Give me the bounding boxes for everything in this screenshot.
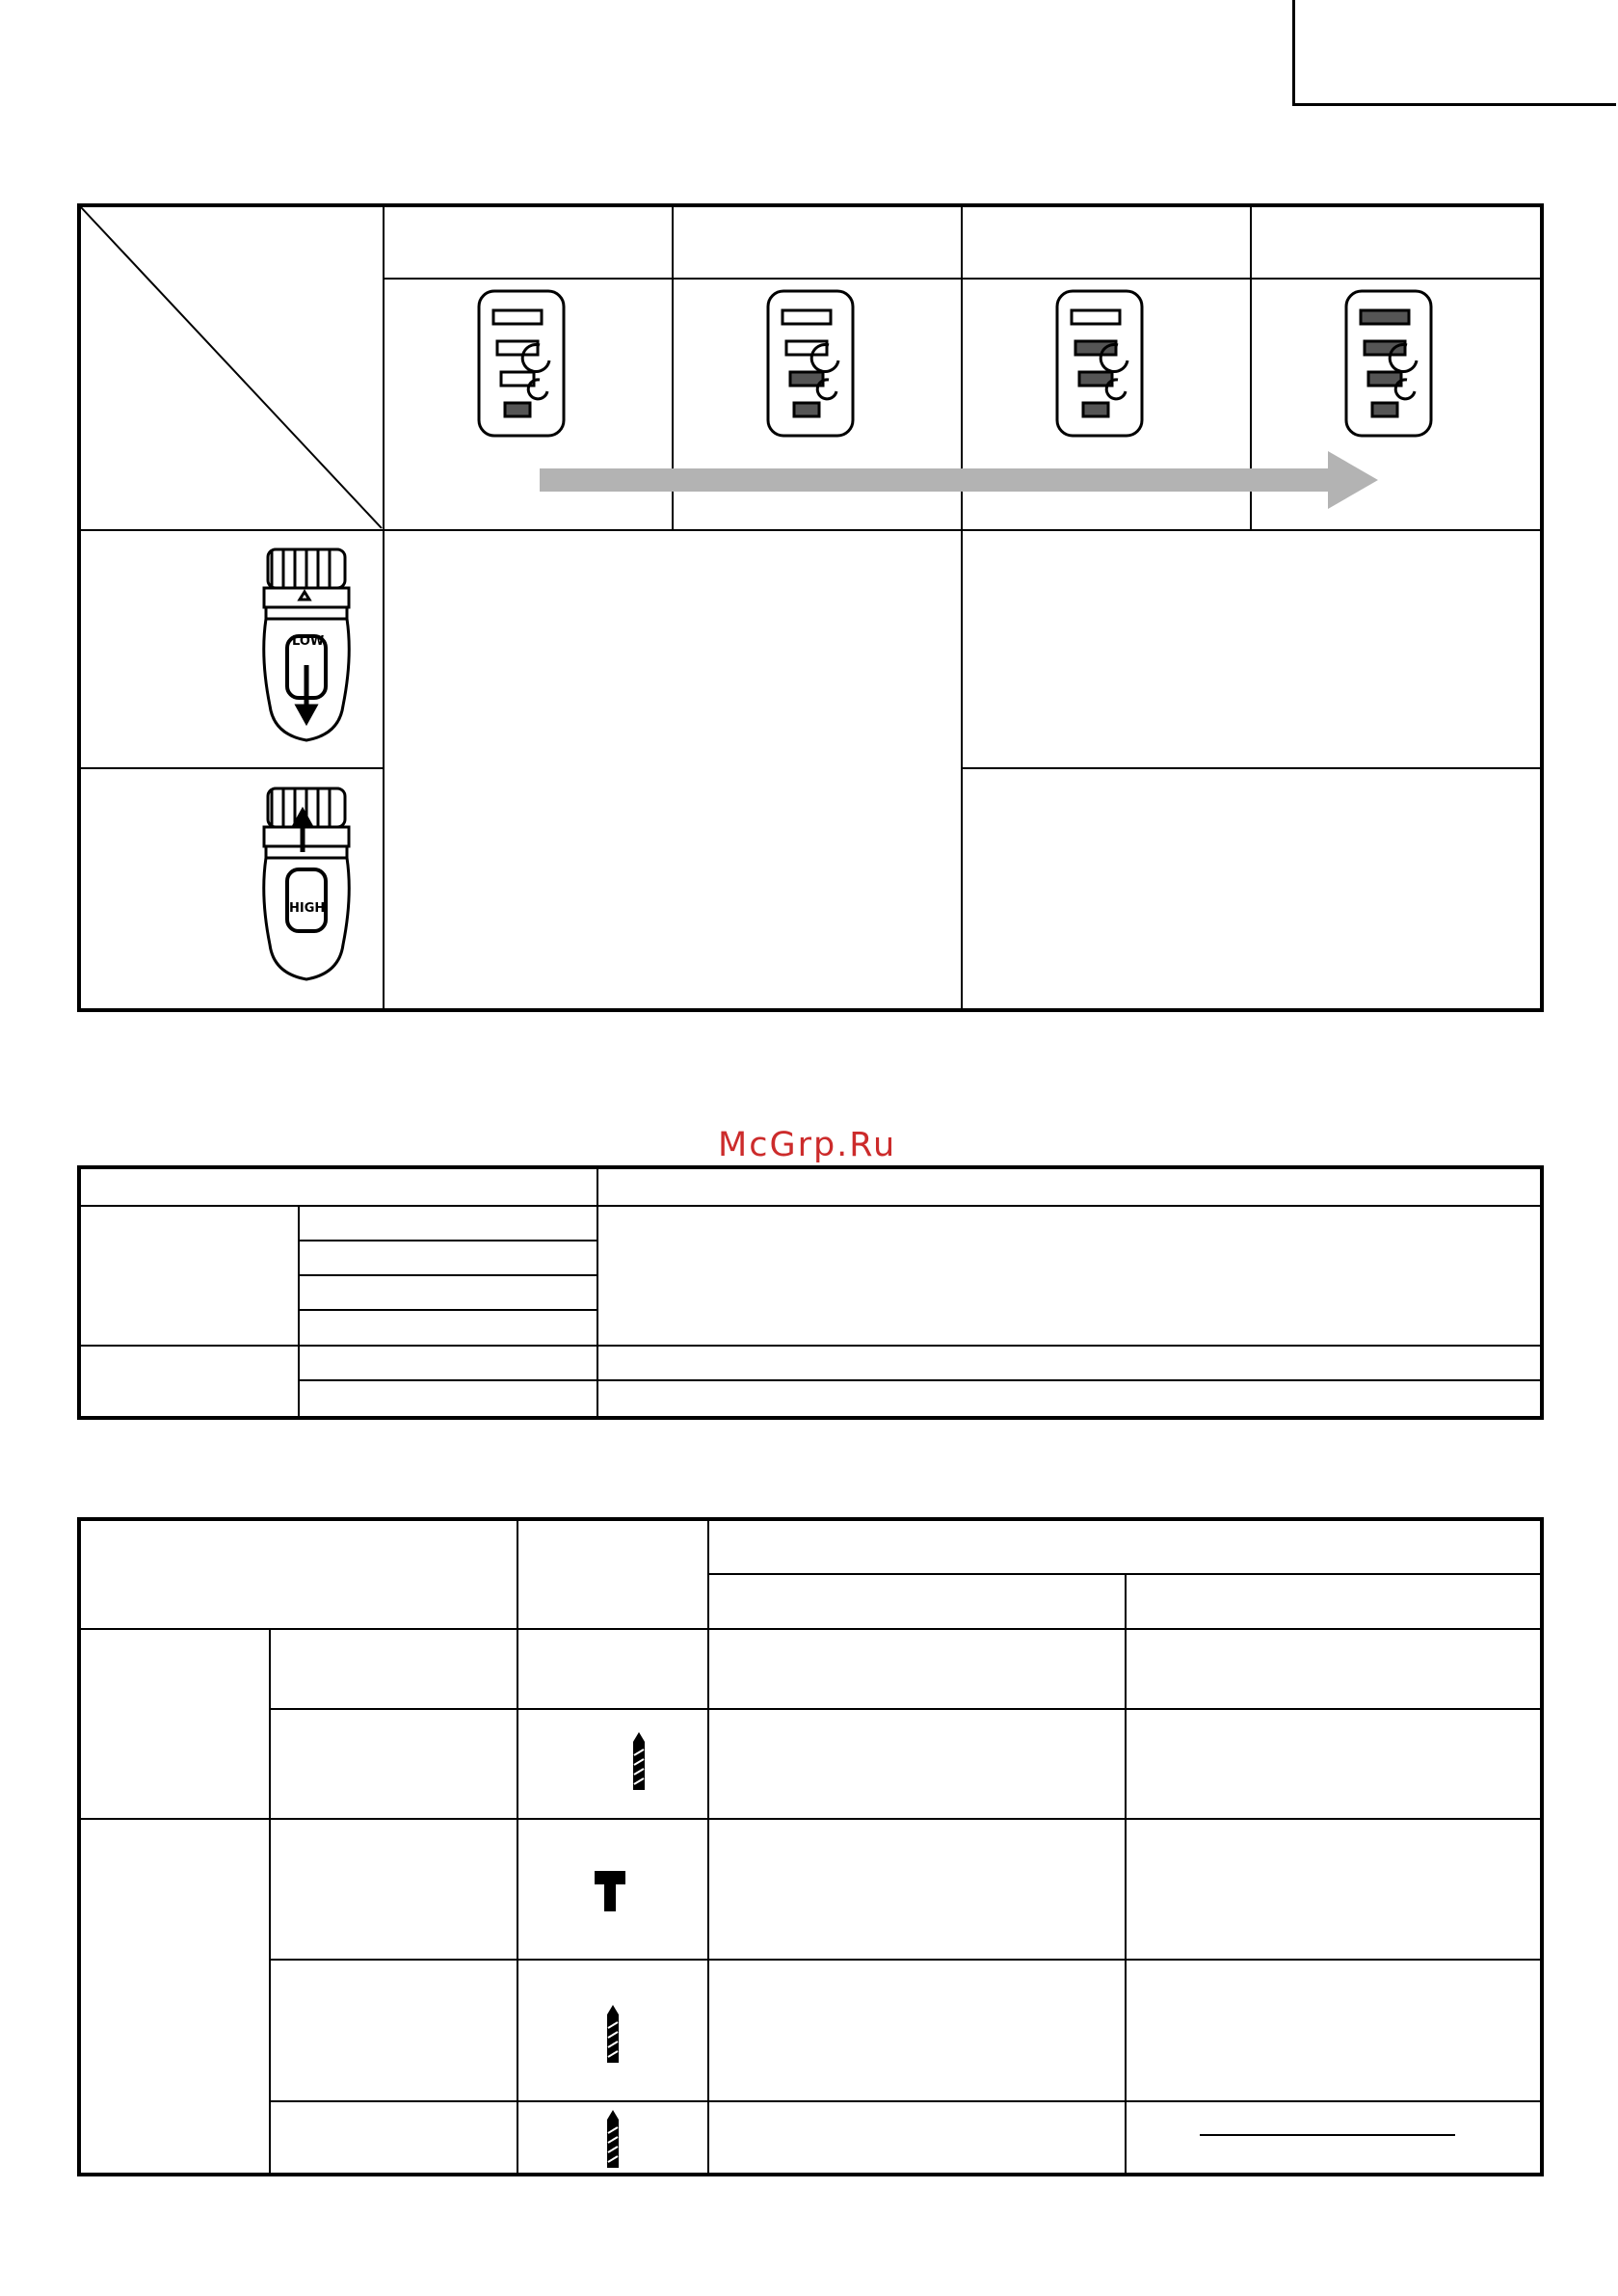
drill-high-illustration xyxy=(264,788,350,979)
diagonal-header-line xyxy=(81,207,382,528)
low-switch-label: LOW xyxy=(292,634,325,649)
clutch-indicator-icon xyxy=(1346,291,1431,436)
mode-table xyxy=(79,1167,1542,1418)
clutch-indicator-icon xyxy=(479,291,564,436)
clutch-indicator-icon xyxy=(1057,291,1142,436)
clutch-indicator-icon xyxy=(768,291,853,436)
drill-bit-icon xyxy=(607,2110,619,2168)
high-switch-label: HIGH xyxy=(289,901,326,916)
watermark: McGrp.Ru xyxy=(718,1126,897,1164)
hammer-icon xyxy=(595,1871,625,1911)
progression-arrow-icon xyxy=(540,451,1378,509)
drill-bit-icon xyxy=(633,1732,645,1790)
capacity-table xyxy=(79,1519,1542,2175)
drill-bit-icon xyxy=(607,2005,619,2063)
